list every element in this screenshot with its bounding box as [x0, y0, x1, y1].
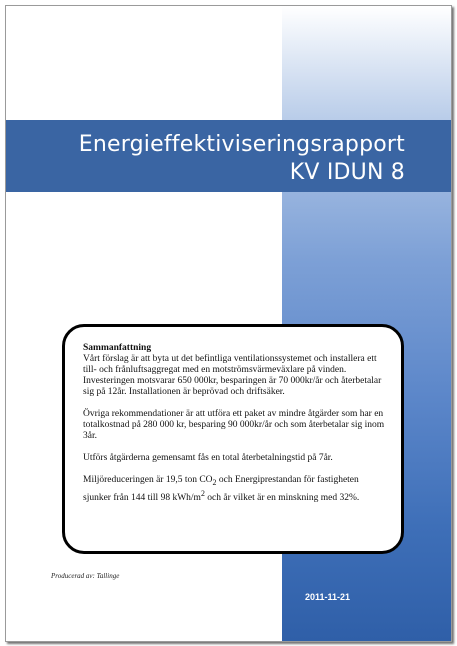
summary-heading: Sammanfattning — [83, 343, 152, 353]
summary-box — [62, 324, 404, 554]
summary-paragraph-payback: Utförs åtgärderna gemensamt fås en total återbetalningstid på 7år. — [83, 453, 333, 463]
m2-superscript: 2 — [200, 488, 205, 498]
co2-subscript: 2 — [212, 477, 217, 487]
summary-paragraph-ventilation: Vårt förslag är att byta ut det befintliga ventilationssystemet och installera ett till- och frånluftsaggregat med en motströmsvärmeväxlare på vinden. Investeringen motsvarar 650 000kr, besparingen är 70 000kr/år och återbetalar sig på 12år. Installationen är beprövad och driftsäker. — [83, 354, 382, 397]
produced-by: Producerad av: Tallinge — [51, 572, 120, 580]
summary-paragraph-emissions — [83, 475, 389, 504]
emissions-text-1: Miljöreduceringen är 19,5 ton CO — [83, 475, 213, 485]
property-name: KV IDUN 8 — [289, 160, 405, 185]
emissions-text-2: och Energiprestandan för fastigheten sjunker från 144 till 98 kWh/m — [83, 475, 359, 504]
cover-page — [5, 5, 452, 642]
report-date: 2011-11-21 — [305, 592, 351, 602]
summary-paragraph-other-measures: Övriga rekommendationer är att utföra ett paket av mindre åtgärder som har en totalkostnad på 280 000 kr, besparing 90 000kr/år och som återbetalar sig inom 3år. — [83, 409, 385, 441]
report-title: Energieffektiviseringsrapport — [78, 132, 405, 157]
emissions-text-3: och år vilket är en minskning med 32%. — [204, 493, 360, 504]
